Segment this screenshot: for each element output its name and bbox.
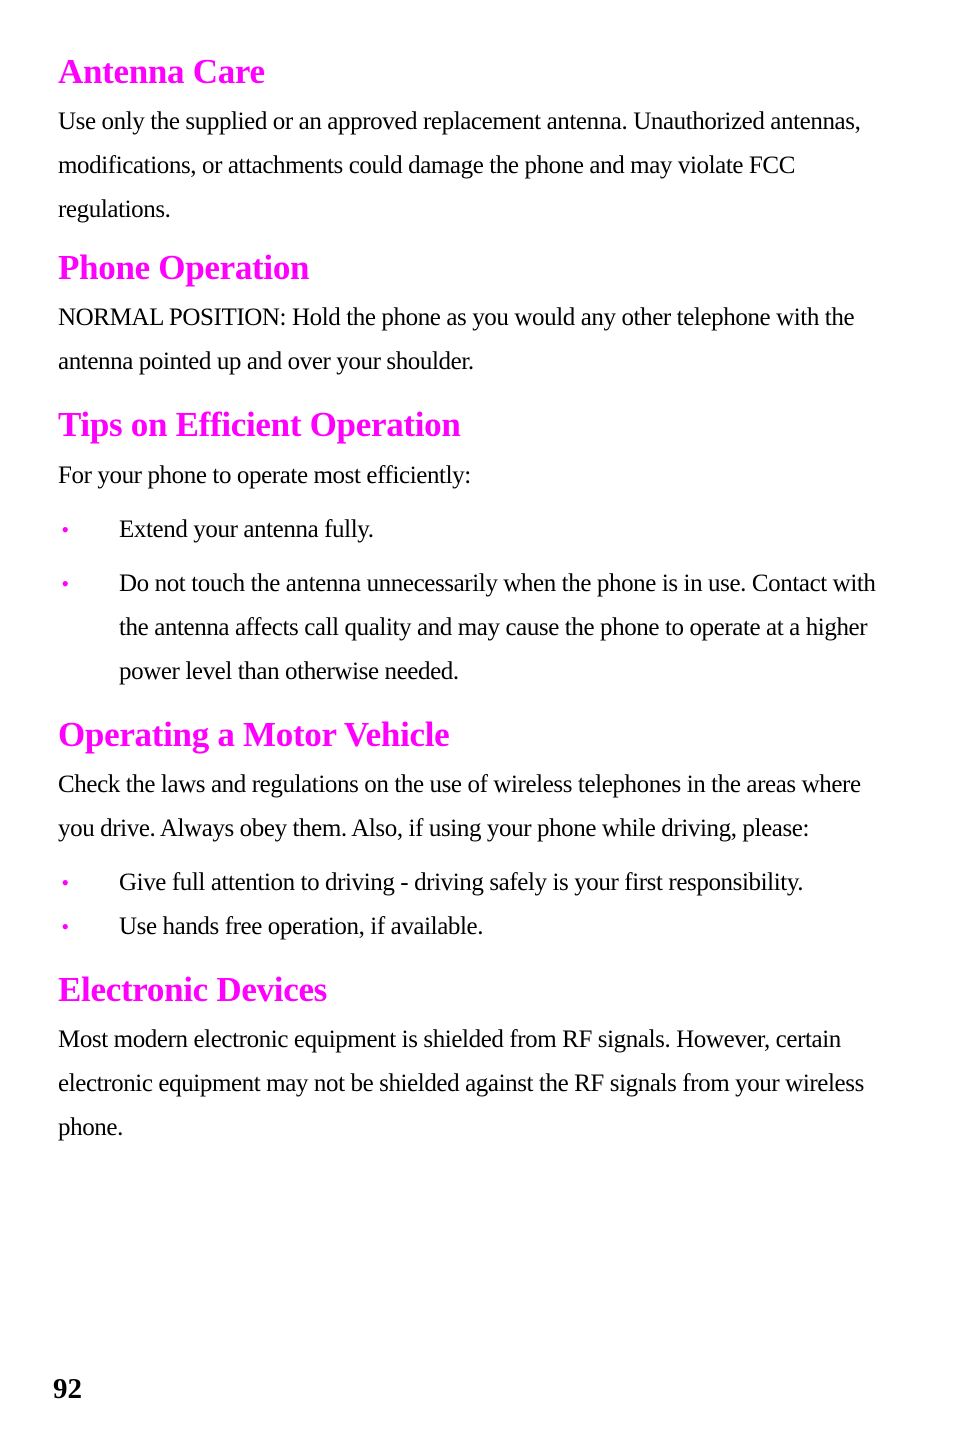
paragraph-operating-motor-vehicle: Check the laws and regulations on the use of wireless telephones in the areas where you drive. Always obey them. Also, if using your phone while driving, please: — [58, 771, 861, 842]
heading-antenna-care: Antenna Care — [58, 52, 265, 91]
paragraph-phone-operation: NORMAL POSITION: Hold the phone as you would any other telephone with the antenna pointed up and over your shoulder. — [58, 304, 855, 375]
bullet-text: Use hands free operation, if available. — [119, 913, 484, 940]
heading-operating-motor-vehicle: Operating a Motor Vehicle — [58, 715, 450, 754]
bullet-icon: • — [61, 914, 69, 939]
paragraph-antenna-care: Use only the supplied or an approved replacement antenna. Unauthorized antennas, modifications, or attachments could damage the phone and may violate FCC regulations. — [58, 108, 861, 223]
heading-phone-operation: Phone Operation — [58, 248, 310, 287]
list-item — [58, 861, 888, 905]
bullet-text: Give full attention to driving - driving safely is your first responsibility. — [119, 869, 804, 896]
list-item — [58, 562, 888, 694]
heading-electronic-devices: Electronic Devices — [58, 970, 327, 1009]
heading-tips-efficient-operation: Tips on Efficient Operation — [58, 405, 461, 444]
list-item — [58, 508, 888, 552]
bullet-icon: • — [61, 517, 69, 542]
page-content — [58, 50, 888, 1150]
page-number: 92 — [53, 1373, 82, 1405]
bullet-list-tips — [58, 508, 888, 694]
bullet-text: Do not touch the antenna unnecessarily when the phone is in use. Contact with the antenna affects call quality and may cause the phone to operate at a higher power level than otherwise needed. — [119, 570, 876, 685]
list-item — [58, 905, 888, 949]
paragraph-tips-efficient-operation: For your phone to operate most efficiently: — [58, 462, 471, 489]
bullet-icon: • — [61, 870, 69, 895]
bullet-text: Extend your antenna fully. — [119, 516, 374, 543]
bullet-icon: • — [61, 571, 69, 596]
paragraph-electronic-devices: Most modern electronic equipment is shielded from RF signals. However, certain electronic equipment may not be shielded against the RF signals from your wireless phone. — [58, 1026, 864, 1141]
bullet-list-driving — [58, 861, 888, 949]
